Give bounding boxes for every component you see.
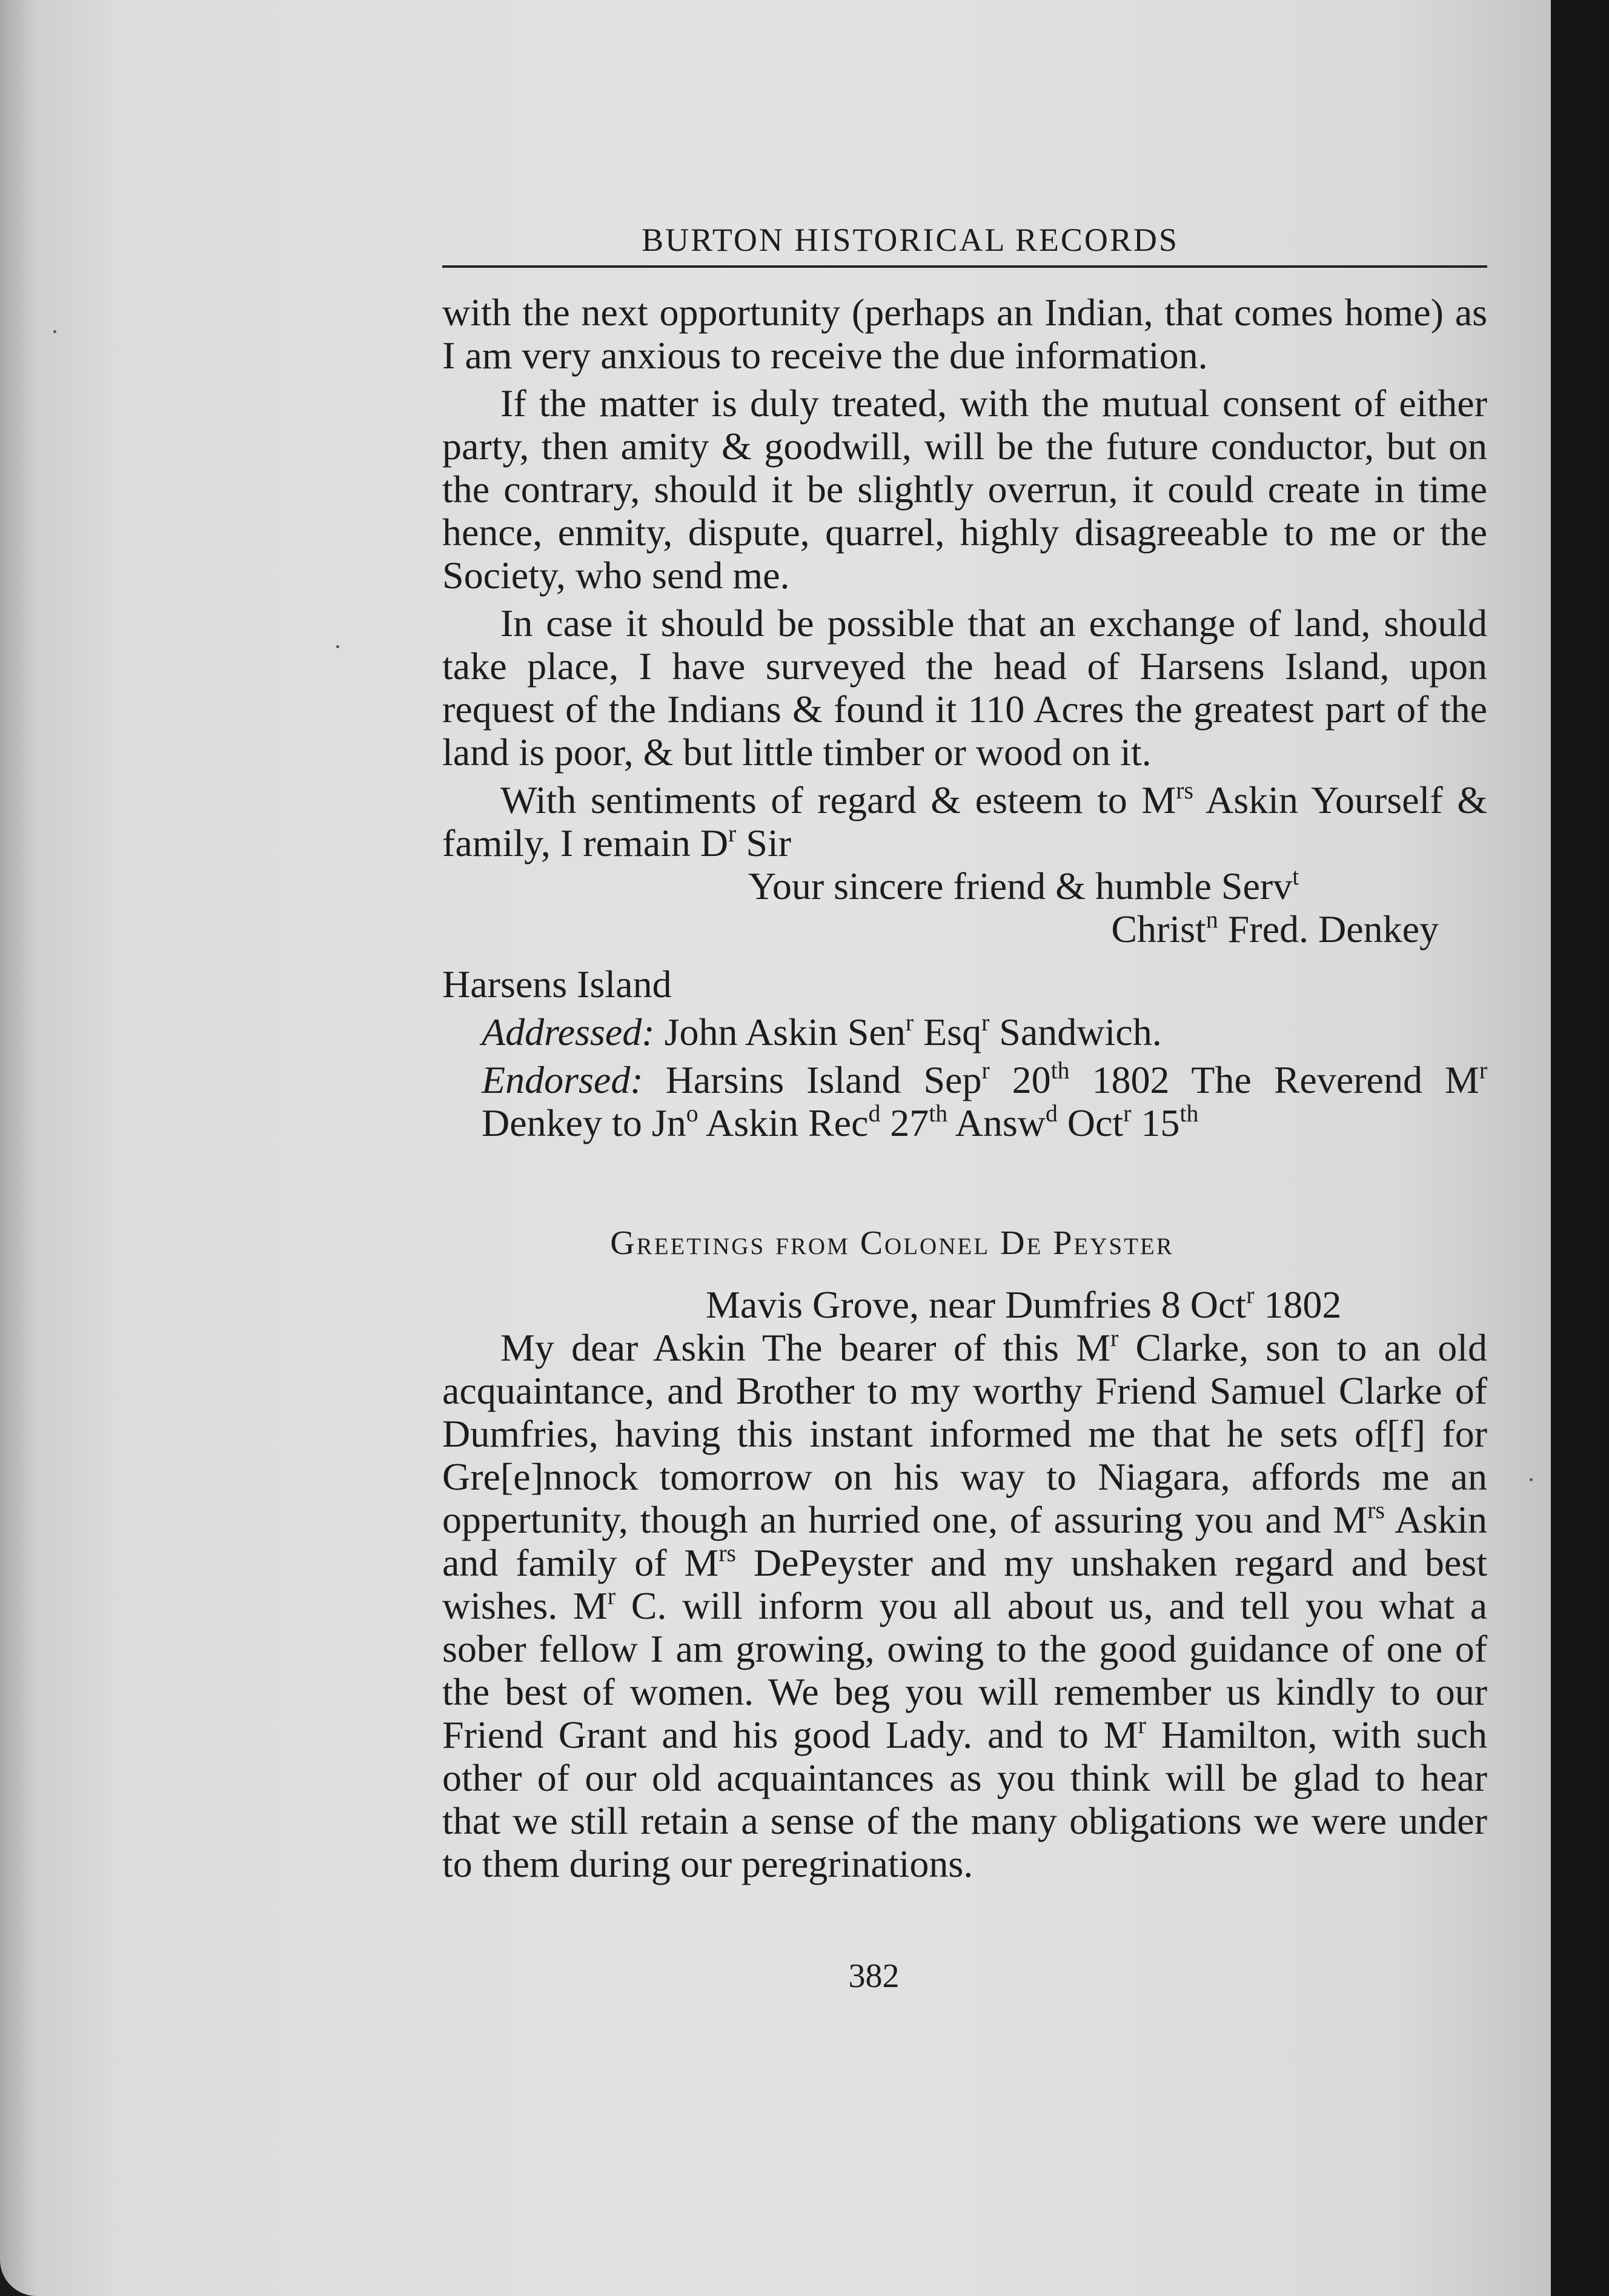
paragraph: In case it should be possible that an exchange of land, should take place, I have surveyed the head of Harsens Island, upon request of the Indians & found it 110 Acres the greatest part of the land is poor, & but little timber or wood on it.	[442, 602, 1487, 774]
addressed-line: Addressed: John Askin Sen$^r$ Esq$^r$ Sandwich.	[482, 1009, 1162, 1053]
page-number: 382	[848, 1957, 900, 1995]
place-line: Harsens Island	[442, 963, 672, 1006]
header-rule	[442, 265, 1487, 268]
section-title: Greetings from Colonel De Peyster	[610, 1224, 1174, 1262]
paper-speck	[1530, 1478, 1533, 1481]
text-column	[442, 291, 1487, 1885]
paragraph: If the matter is duly treated, with the mutual consent of either party, then amity & goodwill, will be the future conductor, but on the contrary, should it be slightly overrun, it could create in time hence, enmity, dispute, quarrel, highly disagreeable to me or the Society, who send me.	[442, 382, 1487, 597]
page-header	[442, 197, 1487, 270]
paper-speck	[336, 645, 339, 648]
paragraph: My dear Askin The bearer of this $M^r$ Clarke, son to an old acquaintance, and Brother to my worthy Friend Samuel Clarke of Dumfries, having this instant informed me that he sets of[f] for Gre[e]nnock tomorrow on his way to Niagara, affords me an oppertunity, though an hurried one, of assuring you and $M^{rs}$ Askin and family of $M^{rs}$ DePeyster and my unshaken regard and best wishes. $M^r$ C. will inform you all about us, and tell you what a sober fellow I am growing, owing to the good guidance of one of the best of women. We beg you will remember us kindly to our Friend Grant and his good Lady. and to $M^r$ Hamilton, with such other of our old acquaintances as you think will be glad to hear that we still retain a sense of the many obligations we were under to them during our peregrinations.	[442, 1325, 1488, 1885]
paper-speck	[53, 330, 56, 333]
closing-line: Your sincere friend & humble Serv$^t$	[748, 863, 1299, 907]
signature: Christ$^n$ Fred. Denkey	[1111, 906, 1439, 951]
dateline: Mavis Grove, near Dumfries 8 Oct$^r$ 1802	[706, 1282, 1342, 1326]
paragraph: with the next opportunity (perhaps an Indian, that comes home) as I am very anxious to receive the due information.	[442, 291, 1487, 377]
scan-border	[1551, 0, 1609, 2296]
endorsed-line: Endorsed: Harsins Island Sep$^r$ 20th 1802 The Reverend $M^r$ Denkey to Jn$^o$ Askin Rec$^d$ 27th Answ$^d$ Oct$^r$ 15th	[482, 1057, 1488, 1144]
paragraph: With sentiments of regard & esteem to $M^{rs}$ Askin Yourself & family, I remain $D^r$ Sir	[442, 777, 1488, 864]
running-head: BURTON HISTORICAL RECORDS	[642, 222, 1179, 258]
